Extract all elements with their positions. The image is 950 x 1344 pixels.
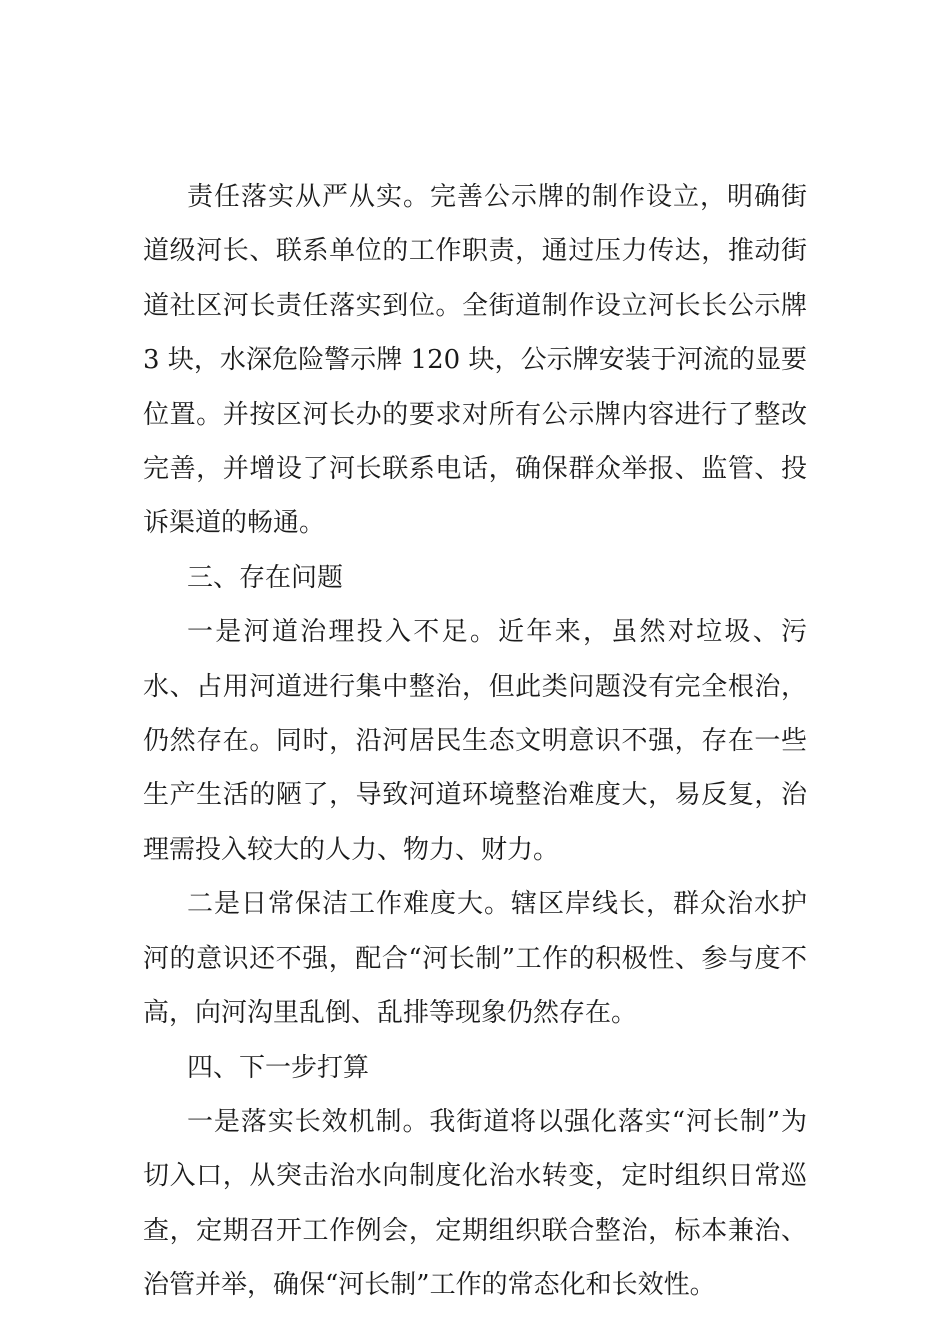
section-heading-problems: 三、存在问题	[187, 562, 344, 593]
document-body	[143, 170, 807, 1313]
paragraph-problem-cleaning: 二是日常保洁工作难度大。辖区岸线长，群众治水护河的意识还不强，配合“河长制”工作的积极性、参与度不高，向河沟里乱倒、乱排等现象仍然存在。	[143, 889, 807, 1029]
paragraph-next-long-term: 一是落实长效机制。我街道将以强化落实“河长制”为切入口，从突击治水向制度化治水转变，定时组织日常巡查，定期召开工作例会，定期组织联合整治，标本兼治、治管并举，确保“河长制”工作的常态化和长效性。	[143, 1106, 807, 1301]
section-heading-next-steps: 四、下一步打算	[187, 1052, 370, 1083]
paragraph-problem-investment: 一是河道治理投入不足。近年来，虽然对垃圾、污水、占用河道进行集中整治，但此类问题没有完全根治，仍然存在。同时，沿河居民生态文明意识不强，存在一些生产生活的陋了，导致河道环境整治难度大，易反复，治理需投入较大的人力、物力、财力。	[143, 617, 807, 865]
paragraph-responsibility: 责任落实从严从实。完善公示牌的制作设立，明确街道级河长、联系单位的工作职责，通过压力传达，推动街道社区河长责任落实到位。全街道制作设立河长长公示牌 3 块，水深危险警示牌 120 块，公示牌安装于河流的显要位置。并按区河长办的要求对所有公示牌内容进行了整改完善，并增设了河长联系电话，确保群众举报、监管、投诉渠道的畅通。	[143, 182, 807, 539]
